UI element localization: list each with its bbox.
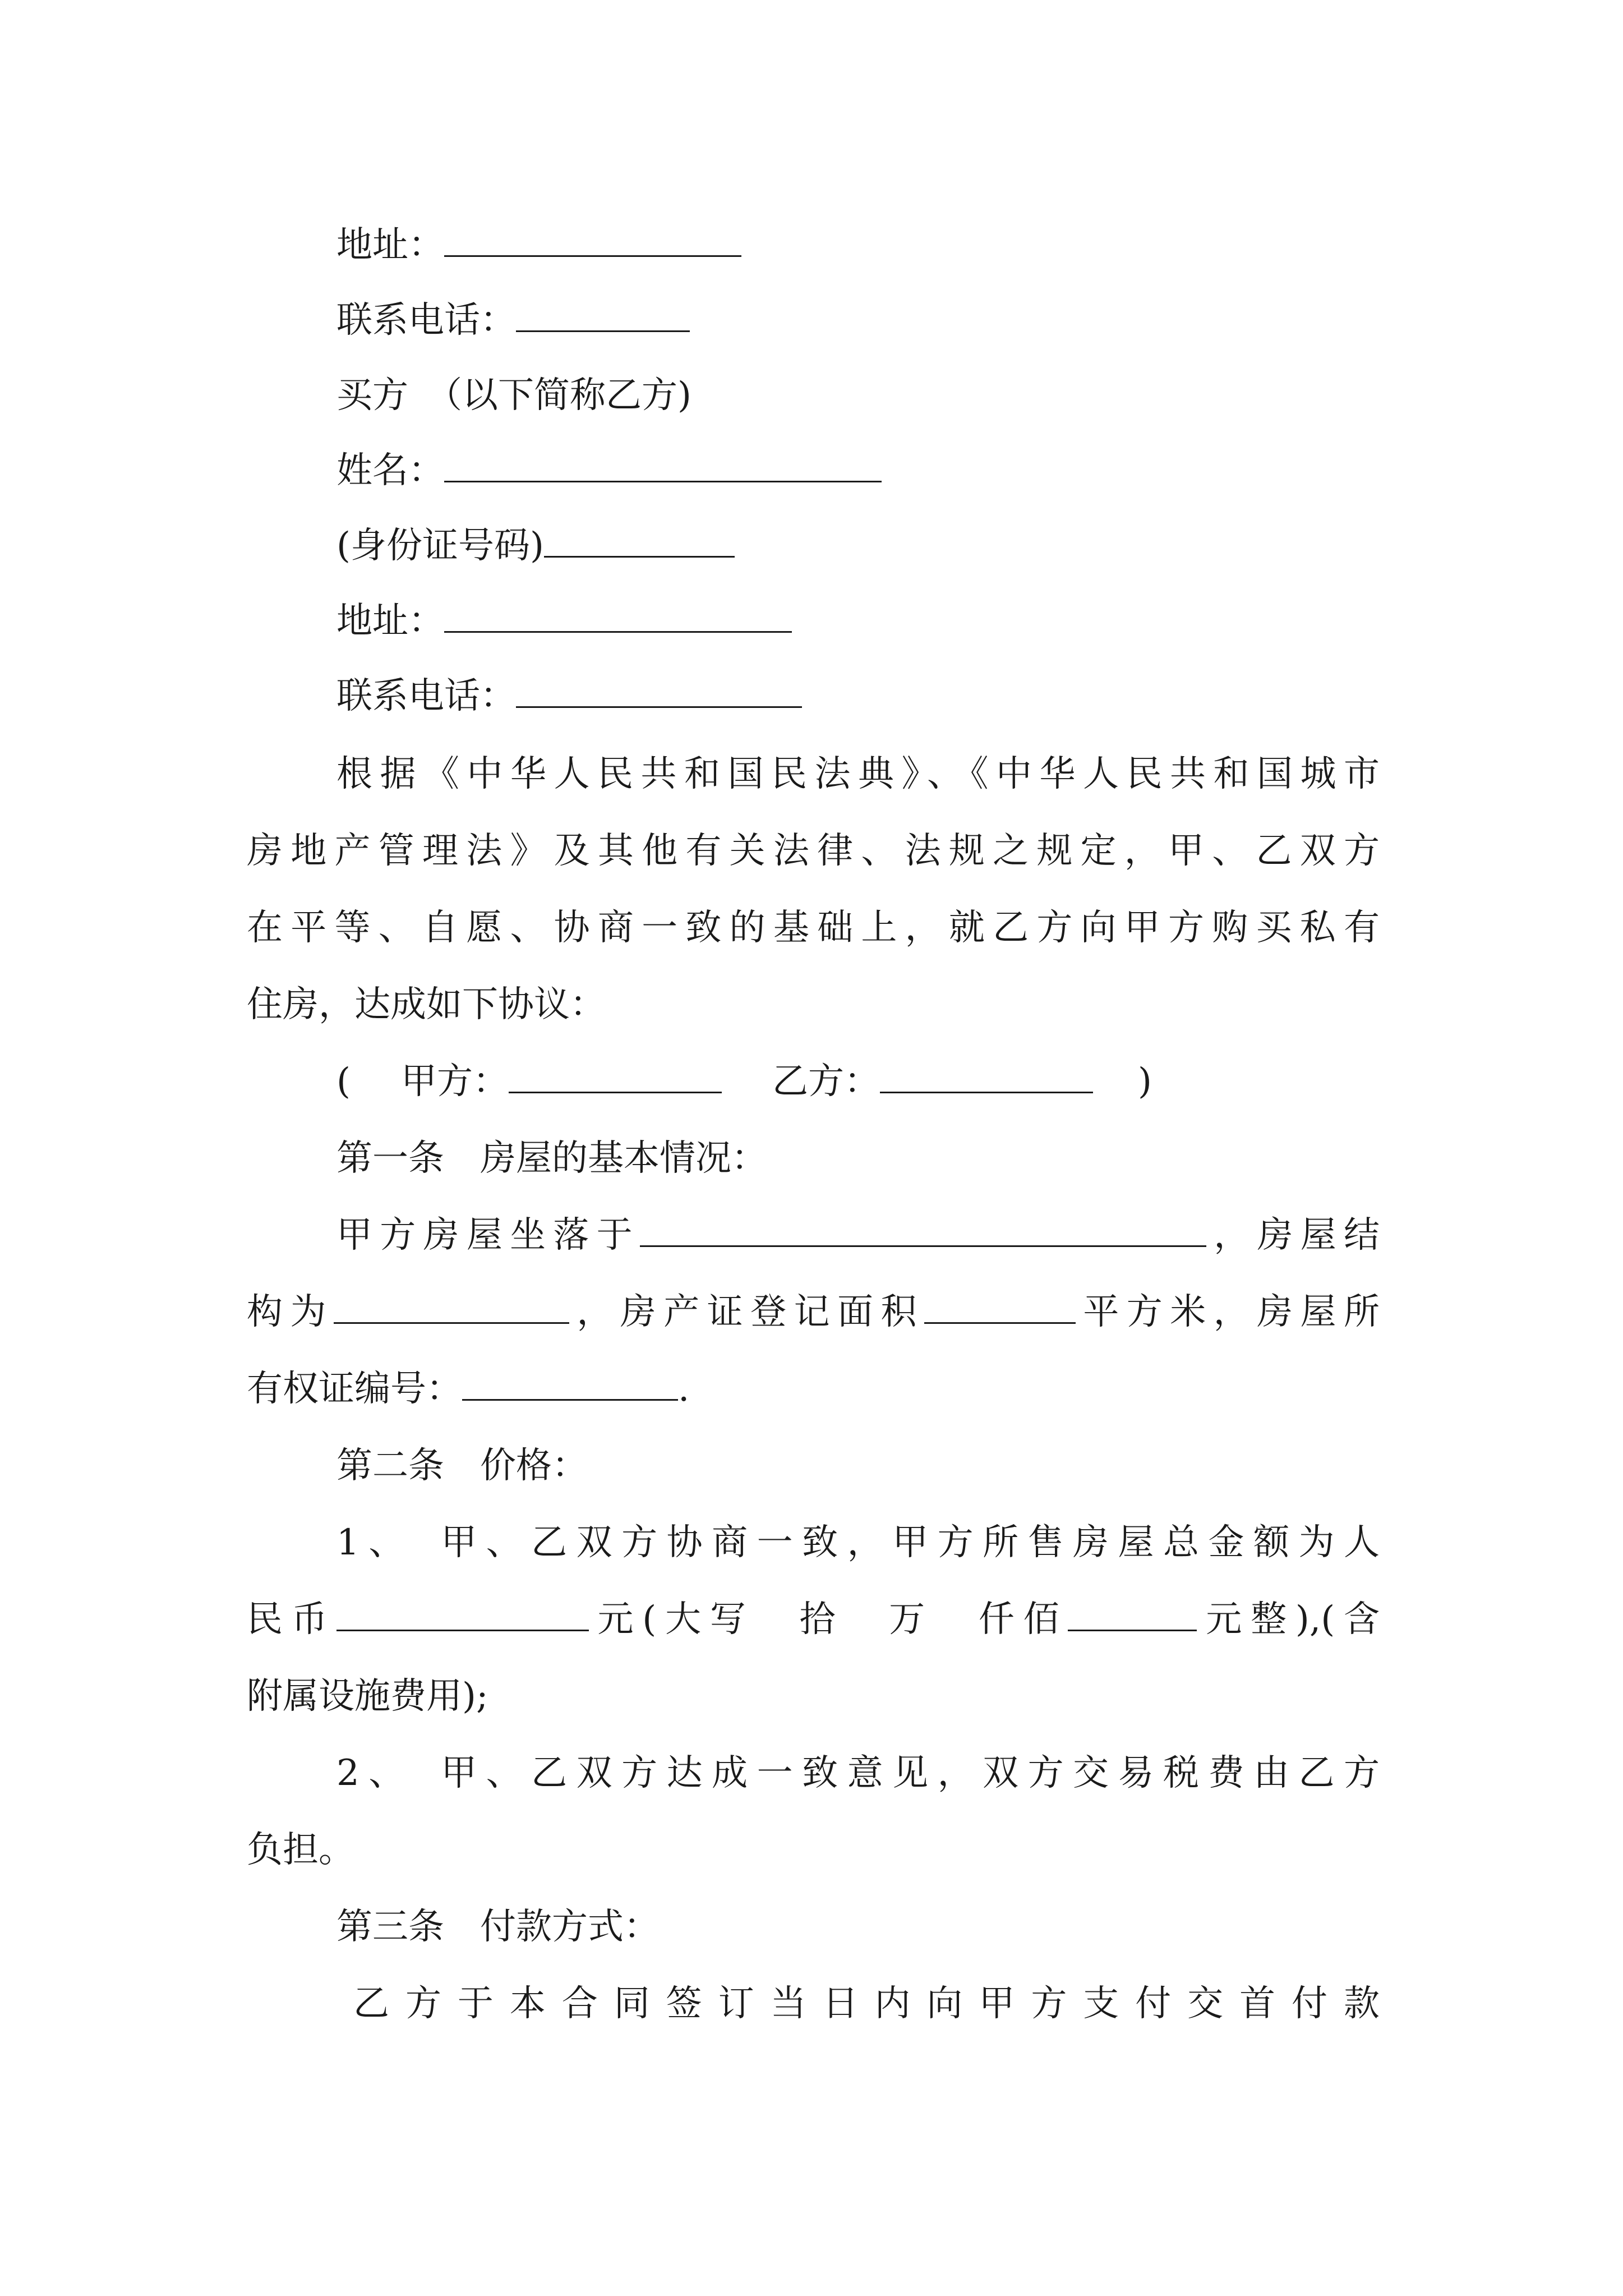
seller-phone-line [336, 284, 1380, 357]
preamble-line-1: 根据《中华人民共和国民法典》、《中华人民共和国城市 [336, 753, 1380, 795]
buyer-id-line [336, 509, 1380, 582]
article-2-title: 第二条 价格： [336, 1445, 588, 1487]
buyer-id-blank[interactable] [544, 533, 735, 558]
buyer-address-line [336, 585, 1380, 657]
buyer-name-line [336, 434, 1380, 507]
article-1-line-3-end: . [678, 1368, 690, 1410]
seller-phone-label: 联系电话： [336, 300, 516, 341]
buyer-name-label: 姓名： [336, 450, 444, 491]
amount-in-words-blank[interactable] [1068, 1607, 1197, 1631]
seller-phone-blank[interactable] [516, 308, 690, 332]
preamble-line-2: 房地产管理法》及其他有关法律、法规之规定，甲、乙双方 [247, 830, 1380, 872]
article-2-item-1-line-2-end: 元整),(含 [1197, 1599, 1380, 1640]
parties-open-paren: ( [336, 1061, 351, 1102]
party-b-blank[interactable] [880, 1069, 1093, 1093]
buyer-heading [336, 359, 1380, 432]
amount-in-words-label: 元(大写 拾 万 仟佰 [588, 1599, 1068, 1640]
seller-address-blank[interactable] [444, 233, 741, 257]
structure-label: 构为 [247, 1291, 334, 1333]
buyer-name-blank[interactable] [444, 458, 882, 482]
area-label: ，房产证登记面积 [569, 1291, 924, 1333]
article-2-item-1-line-3: 附属设施费用); [247, 1676, 488, 1717]
structure-blank[interactable] [334, 1300, 569, 1324]
article-2-item-2-line-2: 负担。 [247, 1829, 354, 1871]
buyer-phone-label: 联系电话： [336, 675, 516, 717]
party-b-label: 乙方： [772, 1061, 880, 1102]
property-location-label: 甲方房屋坐落于 [336, 1214, 640, 1256]
property-location-blank[interactable] [640, 1223, 1206, 1247]
buyer-address-label: 地址： [336, 600, 444, 642]
preamble-line-4: 住房，达成如下协议： [247, 984, 606, 1025]
buyer-id-label: (身份证号码) [336, 525, 544, 567]
article-1-title: 第一条 房屋的基本情况： [336, 1138, 767, 1179]
certificate-number-label: 有权证编号： [247, 1368, 462, 1410]
article-1-line-2-end: 平方米，房屋所 [1075, 1291, 1380, 1333]
article-1-line-3 [247, 1352, 1380, 1425]
article-1-line-1-end: ，房屋结 [1206, 1214, 1380, 1256]
parties-close-paren: ) [1137, 1061, 1152, 1102]
seller-address-label: 地址： [336, 224, 444, 266]
rmb-label: 民币 [247, 1599, 336, 1640]
buyer-phone-line [336, 660, 1380, 733]
parties-line [336, 1045, 1380, 1118]
article-3-title: 第三条 付款方式： [336, 1906, 660, 1948]
buyer-address-blank[interactable] [444, 609, 792, 633]
certificate-number-blank[interactable] [462, 1377, 678, 1401]
article-1-line-1 [336, 1199, 1380, 1272]
buyer-heading-text: 买方 （以下简称乙方) [336, 375, 691, 416]
article-2-item-1-line-2 [247, 1583, 1380, 1656]
seller-address-line [336, 209, 1380, 282]
party-a-blank[interactable] [509, 1069, 722, 1093]
article-3-line-1: 乙方于本合同签订当日内向甲方支付交首付款 [353, 1983, 1380, 2024]
party-a-label: 甲方： [400, 1061, 509, 1102]
preamble-line-3: 在平等、自愿、协商一致的基础上，就乙方向甲方购买私有 [247, 907, 1380, 949]
area-blank[interactable] [924, 1300, 1076, 1324]
article-2-item-1-line-1: 1、 甲、乙双方协商一致，甲方所售房屋总金额为人 [336, 1522, 1380, 1563]
article-2-item-2-line-1: 2、 甲、乙双方达成一致意见，双方交易税费由乙方 [336, 1752, 1380, 1794]
total-amount-blank[interactable] [336, 1607, 589, 1631]
article-1-line-2 [247, 1276, 1380, 1349]
buyer-phone-blank[interactable] [516, 684, 802, 708]
